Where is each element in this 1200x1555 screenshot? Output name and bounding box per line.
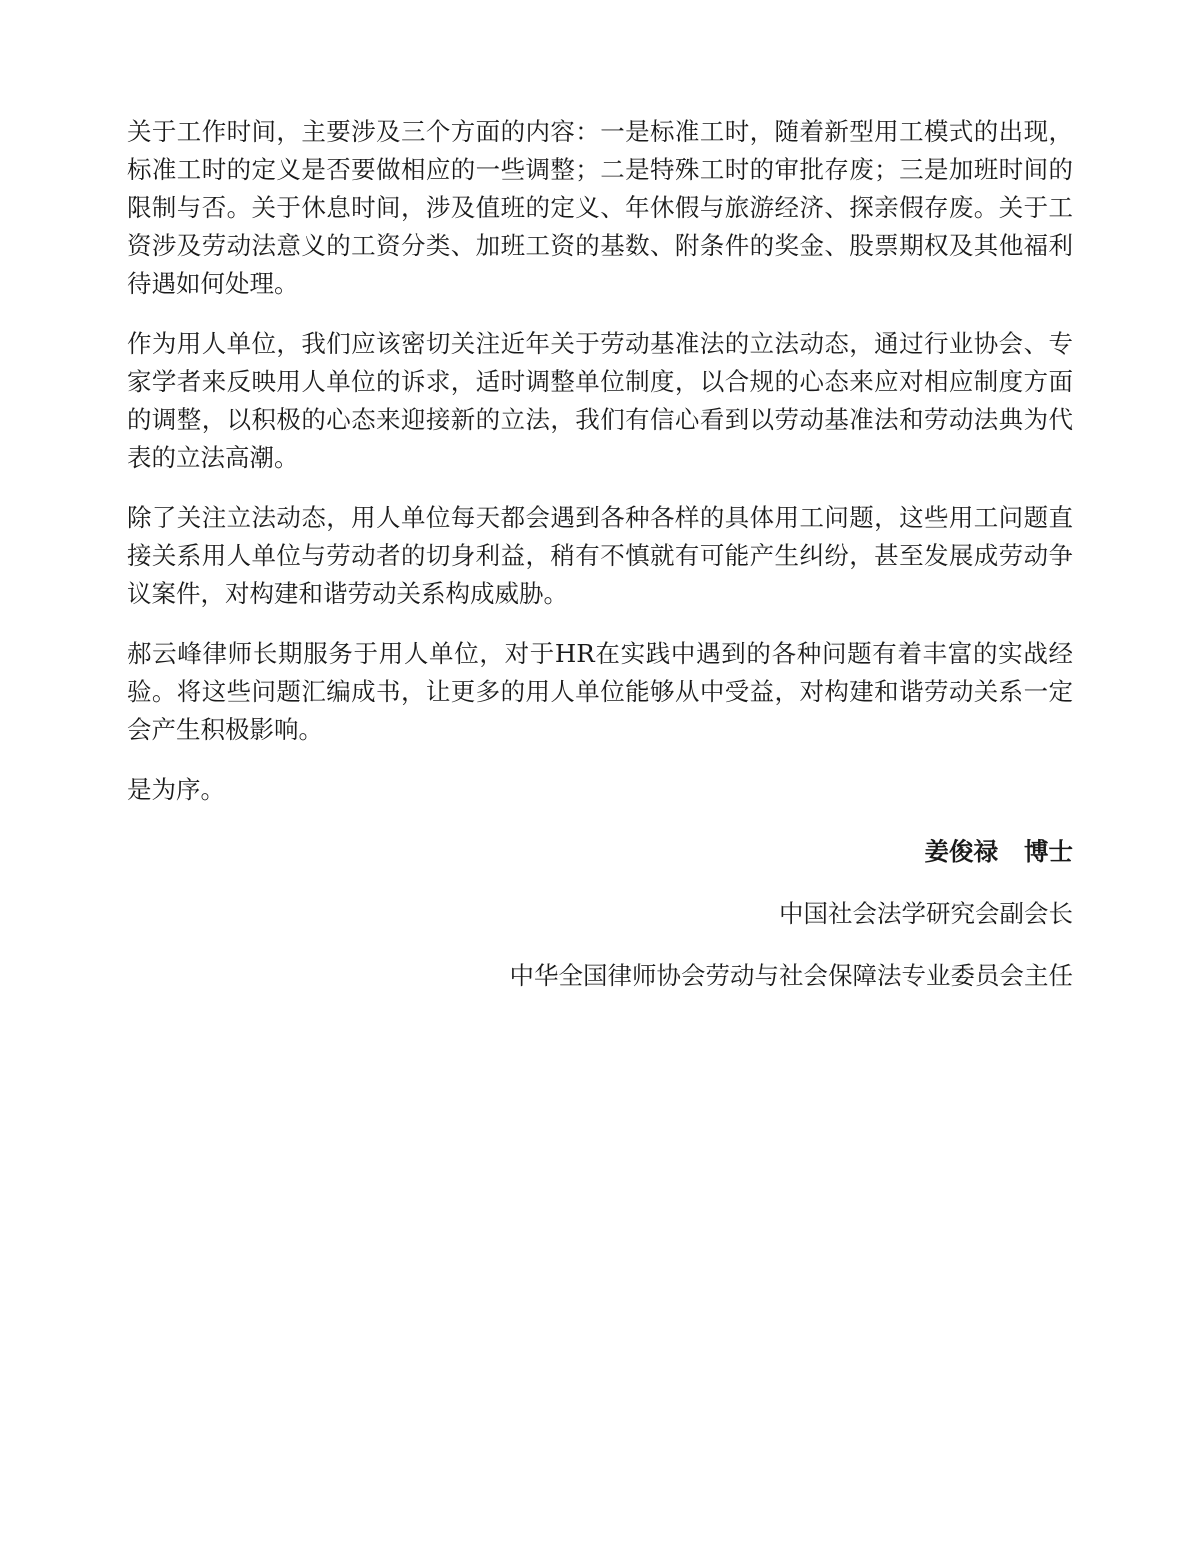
signer-position-2: 中华全国律师协会劳动与社会保障法专业委员会主任 — [509, 961, 1073, 990]
closing-line: 是为序。 — [127, 775, 225, 804]
signature-block — [127, 833, 1073, 995]
paragraph-author-praise: 郝云峰律师长期服务于用人单位，对于HR在实践中遇到的各种问题有着丰富的实战经验。将这些问题汇编成书，让更多的用人单位能够从中受益，对构建和谐劳动关系一定会产生积极影响。 — [127, 639, 1073, 744]
signer-position-1: 中国社会法学研究会副会长 — [779, 899, 1073, 928]
paragraph-work-time: 关于工作时间，主要涉及三个方面的内容：一是标准工时，随着新型用工模式的出现，标准工时的定义是否要做相应的一些调整；二是特殊工时的审批存废；三是加班时间的限制与否。关于休息时间，涉及值班的定义、年休假与旅游经济、探亲假存废。关于工资涉及劳动法意义的工资分类、加班工资的基数、附条件的奖金、股票期权及其他福利待遇如何处理。 — [127, 117, 1073, 298]
document-page — [127, 113, 1073, 1019]
signature-name-line — [127, 833, 1073, 871]
paragraph-legislation: 作为用人单位，我们应该密切关注近年关于劳动基准法的立法动态，通过行业协会、专家学者来反映用人单位的诉求，适时调整单位制度，以合规的心态来应对相应制度方面的调整，以积极的心态来迎接新的立法，我们有信心看到以劳动基准法和劳动法典为代表的立法高潮。 — [127, 329, 1073, 472]
signer-name: 姜俊禄 — [924, 837, 998, 866]
paragraph-employment-issues: 除了关注立法动态，用人单位每天都会遇到各种各样的具体用工问题，这些用工问题直接关系用人单位与劳动者的切身利益，稍有不慎就有可能产生纠纷，甚至发展成劳动争议案件，对构建和谐劳动关系构成威胁。 — [127, 503, 1073, 608]
signer-title: 博士 — [1024, 837, 1073, 866]
